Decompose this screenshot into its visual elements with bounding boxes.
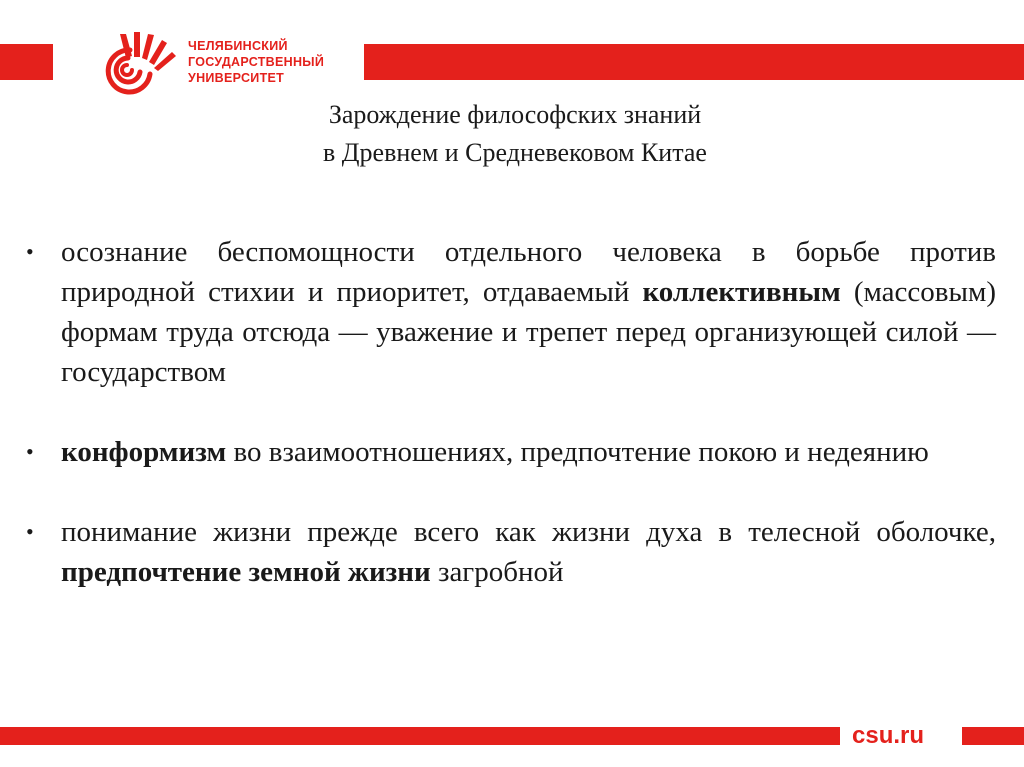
university-name-line: ЧЕЛЯБИНСКИЙ [188, 39, 288, 53]
university-logo-icon [80, 30, 180, 98]
slide-title [220, 96, 810, 172]
bullet-text: загробной [430, 556, 564, 588]
university-name-line: УНИВЕРСИТЕТ [188, 71, 285, 85]
slide-title-line: в Древнем и Средневековом Китае [323, 138, 707, 167]
university-name [188, 38, 358, 86]
bullet-emphasis: конформизм [61, 436, 227, 468]
bullet-item [22, 232, 996, 392]
bullet-text: во взаимоотношениях, предпочтение покою и недеянию [226, 436, 929, 468]
site-link[interactable]: csu.ru [852, 722, 925, 749]
bullet-dot-icon: • [26, 239, 34, 264]
bullet-dot-icon: • [26, 439, 34, 464]
bottom-red-bar-right [962, 727, 1024, 745]
top-red-bar-left [0, 44, 53, 80]
university-name-line: ГОСУДАРСТВЕННЫЙ [188, 55, 325, 69]
slide-title-line: Зарождение философских знаний [328, 100, 702, 129]
bullet-emphasis: коллективным [642, 276, 841, 308]
bullet-emphasis: предпочтение земной жизни [61, 556, 431, 588]
bullet-item [22, 432, 996, 472]
bullet-item [22, 512, 996, 592]
bullet-list [22, 232, 996, 592]
top-red-bar-right [364, 44, 1024, 80]
bullet-text: осознание беспомощности отдельного человека в борьбе против природной стихии и приоритет, отдаваемый [61, 236, 996, 308]
bullet-dot-icon: • [26, 519, 34, 544]
bullet-text: (массовым) формам труда отсюда — уважение и трепет перед организующей силой — государством [61, 276, 996, 388]
bottom-red-bar-left [0, 727, 840, 745]
bullet-text: понимание жизни прежде всего как жизни духа в телесной оболочке, [61, 516, 996, 548]
